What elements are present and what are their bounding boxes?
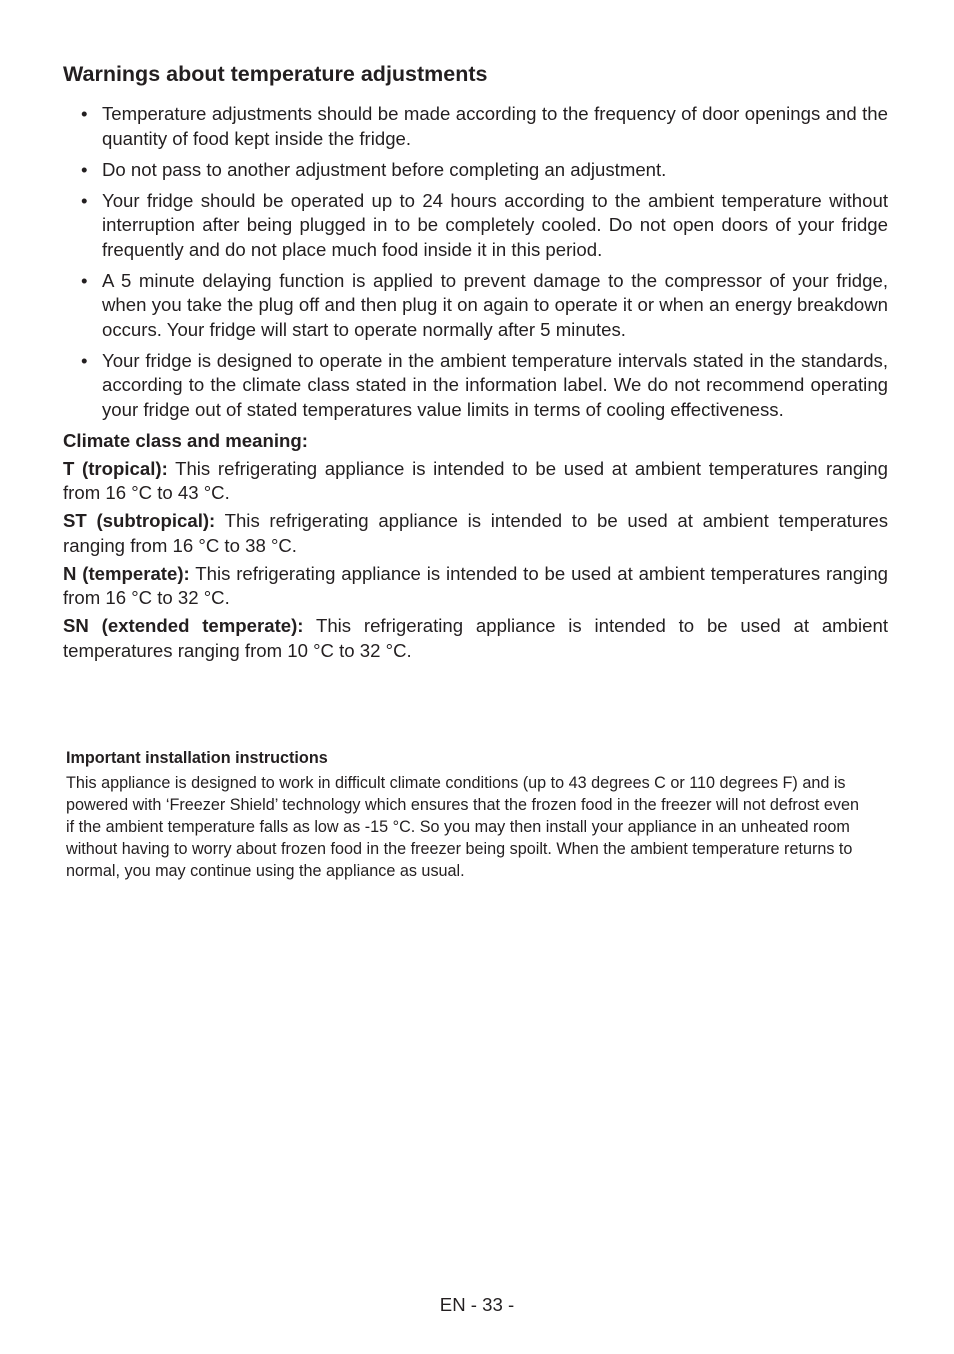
- list-item-text: Temperature adjustments should be made according to the frequency of door openings and the quantity of food kept inside the fridge.: [102, 103, 888, 149]
- installation-body: This appliance is designed to work in difficult climate conditions (up to 43 degrees C or 110 degrees F) and is powered with ‘Freezer Shield’ technology which ensures that the frozen food in the freezer will not defrost even if the ambient temperature falls as low as -15 °C. So you may then install your appliance in an unheated room without having to worry about frozen food in the freezer being spoilt. When the ambient temperature returns to normal, you may continue using the appliance as usual.: [66, 774, 860, 880]
- climate-term: SN (extended temperate):: [63, 615, 304, 636]
- bullet-icon: •: [81, 103, 88, 124]
- climate-description: This refrigerating appliance is intended to be used at ambient temperatures ranging from 10 °C to 32 °C.: [63, 615, 888, 661]
- climate-description: This refrigerating appliance is intended to be used at ambient temperatures ranging from 16 °C to 32 °C.: [63, 562, 888, 608]
- climate-description: This refrigerating appliance is intended to be used at ambient temperatures ranging from 16 °C to 43 °C.: [63, 457, 888, 503]
- list-item-text: Your fridge should be operated up to 24 hours according to the ambient temperature without interruption after being plugged in to be completely cooled. Do not open doors of your fridge frequently and do not place much food inside it in this period.: [102, 189, 888, 260]
- bullet-icon: •: [81, 158, 88, 180]
- climate-class-temperate: [63, 562, 888, 611]
- climate-class-subtropical: [63, 509, 888, 558]
- installation-instructions: [66, 747, 868, 882]
- climate-description: This refrigerating appliance is intended to be used at ambient temperatures ranging from 16 °C to 38 °C.: [63, 510, 888, 556]
- bullet-icon: •: [81, 269, 88, 291]
- section-title: Warnings about temperature adjustments: [63, 62, 488, 86]
- list-item: [63, 102, 888, 151]
- installation-title: Important installation instructions: [66, 749, 328, 767]
- list-item: [63, 269, 888, 343]
- climate-term: T (tropical):: [63, 457, 168, 479]
- climate-term: N (temperate):: [63, 562, 190, 584]
- list-item-text: Your fridge is designed to operate in the ambient temperature intervals stated in the standards, according to the climate class stated in the information label. We do not recommend operating your fridge out of stated temperatures value limits in terms of cooling effectiveness.: [102, 349, 888, 420]
- climate-heading: Climate class and meaning:: [63, 429, 308, 451]
- climate-term: ST (subtropical):: [63, 510, 216, 531]
- warnings-list: [63, 102, 888, 422]
- main-content: [63, 58, 888, 667]
- list-item-text: Do not pass to another adjustment before completing an adjustment.: [102, 158, 667, 180]
- climate-class-extended-temperate: [63, 614, 888, 663]
- list-item-text: A 5 minute delaying function is applied to prevent damage to the compressor of your fridge, when you take the plug off and then plug it on again to operate it or when an energy breakdown occurs. Your fridge will start to operate normally after 5 minutes.: [102, 269, 888, 340]
- climate-class-tropical: [63, 457, 888, 506]
- bullet-icon: •: [81, 189, 88, 211]
- list-item: [63, 189, 888, 263]
- list-item: [63, 158, 888, 183]
- bullet-icon: •: [81, 349, 88, 371]
- list-item: [63, 349, 888, 423]
- page-number: EN - 33 -: [439, 1294, 515, 1315]
